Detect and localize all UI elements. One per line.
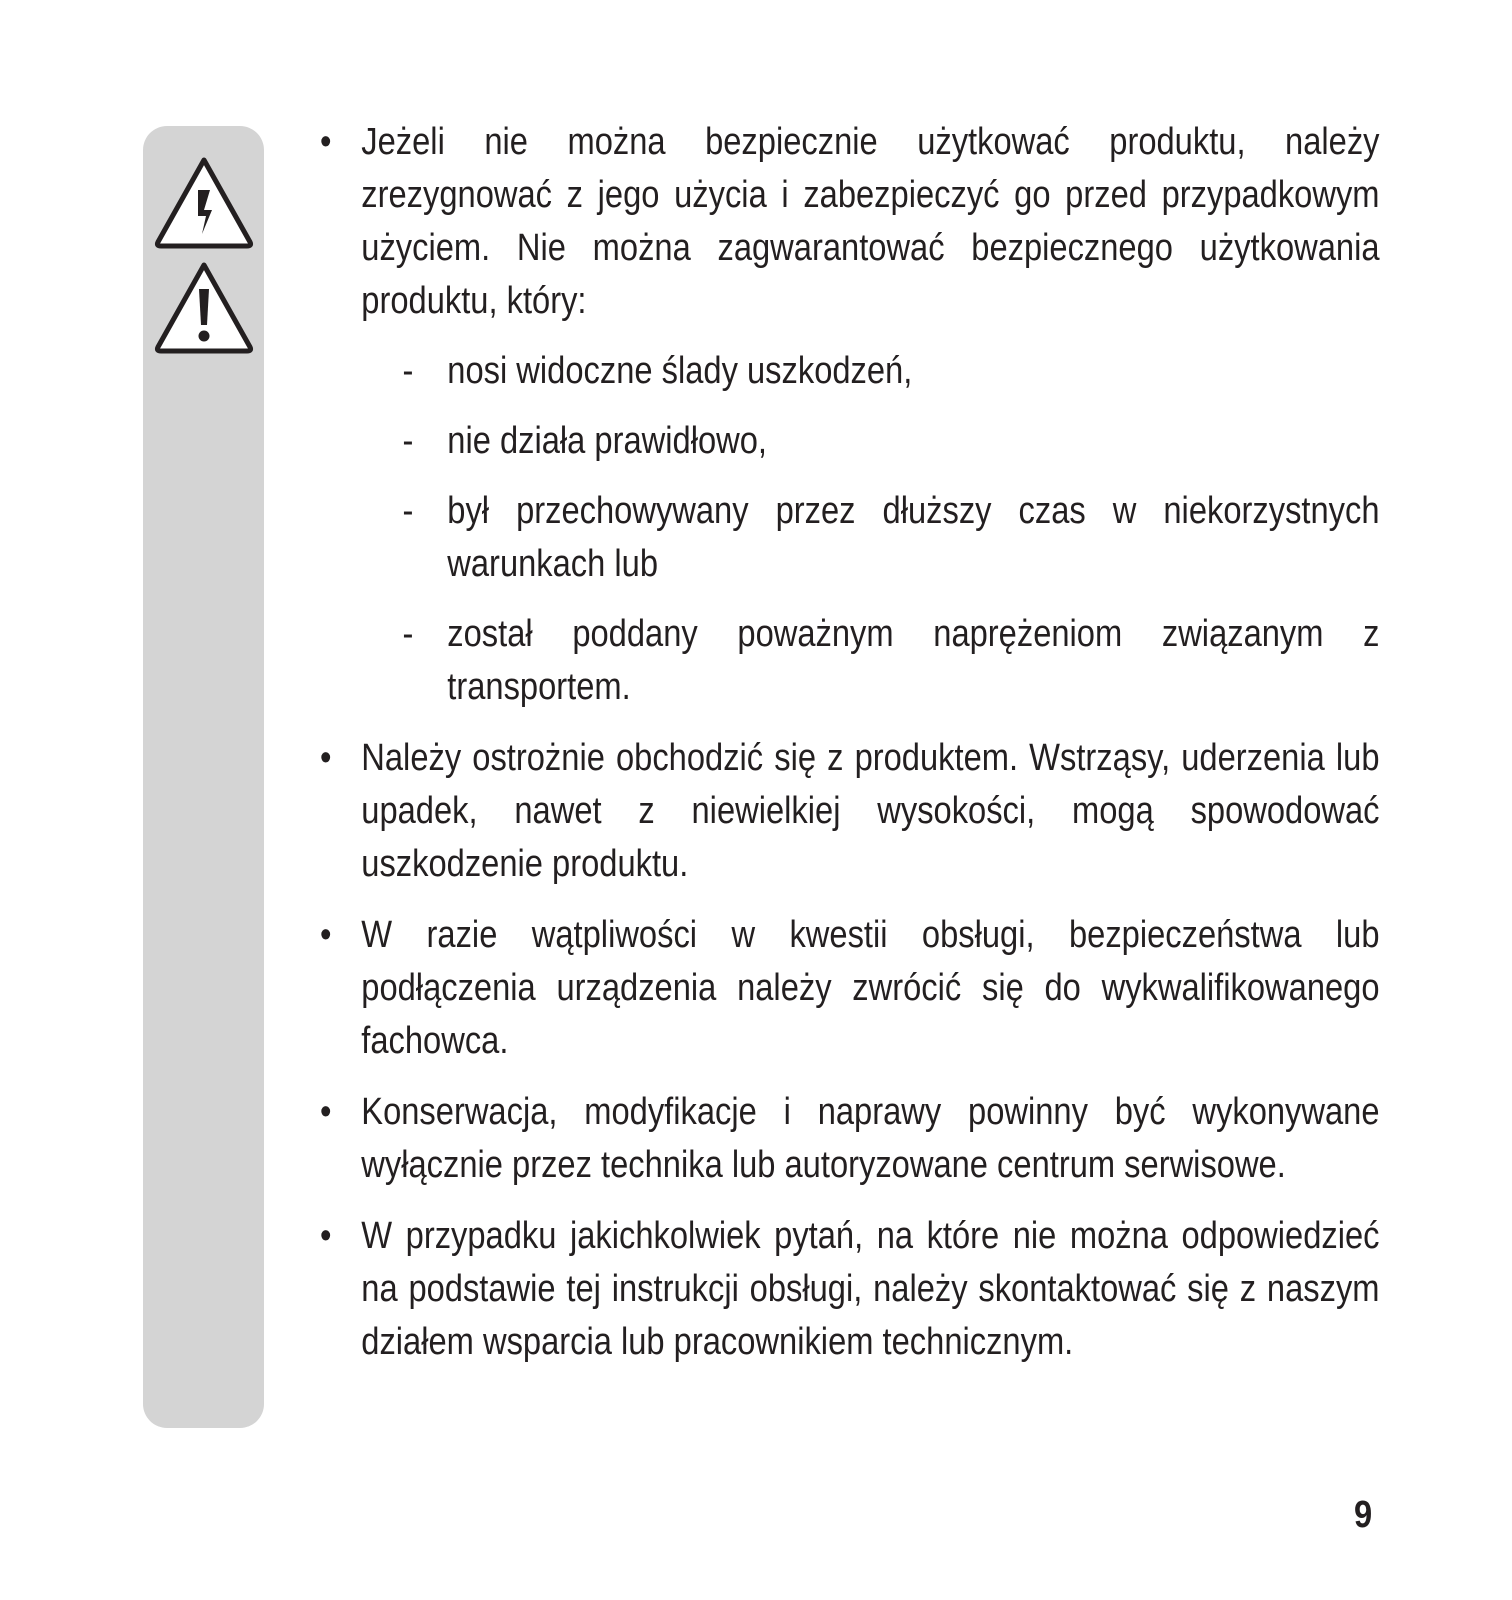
dash-mark: -	[402, 420, 414, 462]
bullet-mark: •	[320, 1215, 332, 1257]
bullet-mark: •	[320, 737, 332, 779]
bullet-text: Konserwacja, modyfikacje i naprawy powinny być wykonywane wyłącznie przez technika lub autoryzowane centrum serwisowe.	[361, 1091, 1380, 1186]
bullet-text: Należy ostrożnie obchodzić się z produktem. Wstrząsy, uderzenia lub upadek, nawet z niewielkiej wysokości, mogą spowodować uszkodzenie produktu.	[361, 737, 1380, 885]
bullet-item	[320, 909, 1380, 1068]
bullet-mark: •	[320, 1091, 332, 1133]
bullet-item	[320, 1210, 1380, 1369]
electrical-hazard-icon	[152, 154, 256, 250]
sub-item-text: został poddany poważnym naprężeniom związanym z transportem.	[447, 613, 1380, 708]
sub-list	[361, 345, 1379, 714]
sub-item-text: nie działa prawidłowo,	[447, 420, 767, 462]
dash-mark: -	[402, 613, 414, 655]
bullet-item	[320, 1086, 1380, 1192]
page-number: 9	[1354, 1494, 1373, 1536]
warning-exclamation-icon	[152, 259, 256, 355]
sub-item	[403, 608, 1380, 714]
dash-mark: -	[402, 350, 414, 392]
bullet-text: Jeżeli nie można bezpiecznie użytkować produktu, należy zrezygnować z jego użycia i zabezpieczyć go przed przypadkowym użyciem. Nie można zagwarantować bezpiecznego użytkowania produktu, który:	[361, 121, 1380, 322]
warning-sidebar	[143, 126, 264, 1428]
sub-item-text: był przechowywany przez dłuższy czas w niekorzystnych warunkach lub	[447, 490, 1380, 585]
bullet-item	[320, 732, 1380, 891]
bullet-text: W razie wątpliwości w kwestii obsługi, bezpieczeństwa lub podłączenia urządzenia należy zwrócić się do wykwalifikowanego fachowca.	[361, 914, 1380, 1062]
safety-instructions	[320, 116, 1380, 1387]
bullet-item	[320, 116, 1380, 714]
bullet-text: W przypadku jakichkolwiek pytań, na które nie można odpowiedzieć na podstawie tej instrukcji obsługi, należy skontaktować się z naszym działem wsparcia lub pracownikiem technicznym.	[361, 1215, 1380, 1363]
sub-item-text: nosi widoczne ślady uszkodzeń,	[447, 350, 913, 392]
bullet-mark: •	[320, 914, 332, 956]
dash-mark: -	[402, 490, 414, 532]
sub-item	[403, 345, 1380, 398]
bullet-mark: •	[320, 121, 332, 163]
sub-item	[403, 415, 1380, 468]
sub-item	[403, 485, 1380, 591]
